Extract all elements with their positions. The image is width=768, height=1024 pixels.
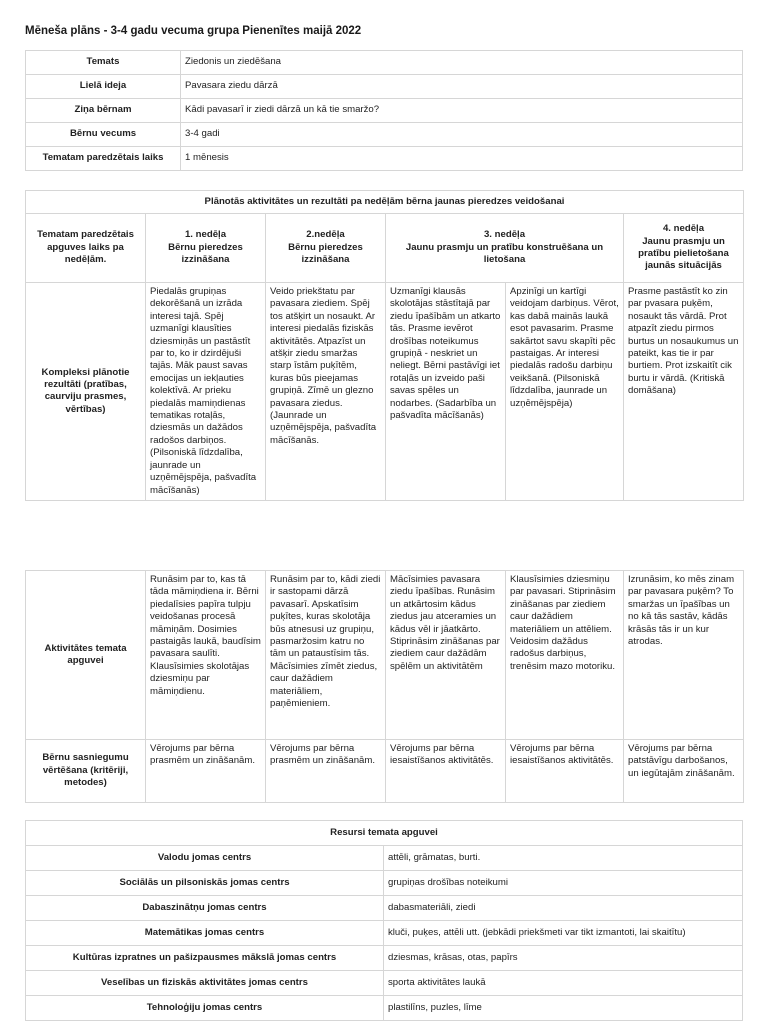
resources-title: Resursi temata apguvei [26,821,743,846]
resource-row [26,946,743,971]
week-header-3: 3. nedēļa Jaunu prasmju un pratību konstruēšana un lietošana [386,214,624,283]
activity-cell: Klausīsimies dziesmiņu par pavasari. Stiprināsim zināšanas par ziediem caur dažādiem materiāliem un attēliem. Veidosim dažādus radošus darbiņus, trenēsim mazo motoriku. [506,571,624,740]
meta-value: Ziedonis un ziedēšana [181,51,743,75]
plan-result-cell: Apzinīgi un kartīgi veidojam darbiņus. Vērot, kas dabā mainās laukā esot pavasarim. Prasme sakārtot savu skapīti pēc pastaigas. Ar interesi piedalās radošu darbiņu veikšanā. (Pilsoniskā līdzdalība, jaunrade un uzņēmējspēja) [506,283,624,501]
plan-result-cell: Veido priekštatu par pavasara ziediem. Spēj tos atšķirt un nosaukt. Ar interesi piedalās fiziskās aktivitātēs. Atpazīst un atšķir ziedu smaržas starp īstām puķītēm, kuras būs pieejamas grupiņā. Zīmē un glezno pavasara ziedus. (Jaunrade un uzņēmējspēja, pašvadīta mācīšanās. [266,283,386,501]
meta-row [26,75,743,99]
activity-row [26,740,744,803]
resource-items: sporta aktivitātes laukā [384,971,743,996]
activity-cell: Vērojums par bērna iesaistīšanos aktivitātēs. [506,740,624,803]
resource-center: Valodu jomas centrs [26,846,384,871]
page-title: Mēneša plāns - 3-4 gadu vecuma grupa Pienenītes maijā 2022 [25,25,362,37]
activity-row-label: Aktivitātes temata apguvei [26,571,146,740]
resource-row [26,996,743,1021]
meta-label: Temats [26,51,181,75]
resource-center: Dabaszinātņu jomas centrs [26,896,384,921]
plan-table-title: Plānotās aktivitātes un rezultāti pa nedēļām bērna jaunas pieredzes veidošanai [26,191,744,214]
resource-items: attēli, grāmatas, burti. [384,846,743,871]
resource-items: dabasmateriāli, ziedi [384,896,743,921]
topic-info-table [25,50,743,171]
meta-row [26,99,743,123]
meta-value: 3-4 gadi [181,123,743,147]
resource-center: Matemātikas jomas centrs [26,921,384,946]
resource-row [26,846,743,871]
resource-items: plastilīns, puzles, līme [384,996,743,1021]
week-header-4: 4. nedēļa Jaunu prasmju un pratību pielietošana jaunās situācijās [624,214,744,283]
activity-cell: Runāsim par to, kādi ziedi ir sastopami dārzā pavasarī. Apskatīsim puķītes, kuras skolotāja būs atnesusi uz grupiņu, pasmaržosim katru no tām un pataustīsim tās. Mācīsimies zīmēt ziedus, caur dažādiem materiāliem, paņēmieniem. [266,571,386,740]
week-header-2: 2.nedēļa Bērnu pieredzes izzināšana [266,214,386,283]
resource-row [26,896,743,921]
week-header-1: 1. nedēļa Bērnu pieredzes izzināšana [146,214,266,283]
activity-cell: Izrunāsim, ko mēs zinam par pavasara puķēm? To smaržas un īpašības un no kā tās sastāv, kādās krāsās tās ir un kur atrodas. [624,571,744,740]
activity-cell: Mācīsimies pavasara ziedu īpašības. Runāsim un atkārtosim kādus ziedus jau atceramies un kādus vēl ir jāatkārto. Stiprināsim zināšanas par ziediem caur dažādām spēlēm un aktivitātēm [386,571,506,740]
resource-center: Sociālās un pilsoniskās jomas centrs [26,871,384,896]
plan-row-label: Kompleksi plānotie rezultāti (pratības, caurviju prasmes, vērtības) [26,283,146,501]
meta-label: Lielā ideja [26,75,181,99]
resource-center: Kultūras izpratnes un pašizpausmes mākslā jomas centrs [26,946,384,971]
meta-value: Kādi pavasarī ir ziedi dārzā un kā tie smaržo? [181,99,743,123]
plan-result-cell: Uzmanīgi klausās skolotājas stāstītajā par ziedu īpašībām un atkarto tās. Prasme ievērot drošības noteikumus grupiņā - neskriet un neliegt. Bērni pastāvīgi iet rotaļās un izveido paši savas spēles un nodarbes. (Sadarbība un pašvadīta mācīšanās) [386,283,506,501]
weekly-plan-table [25,190,744,501]
meta-row [26,147,743,171]
meta-row [26,123,743,147]
activity-cell: Vērojums par bērna patstāvīgu darbošanos, un iegūtajām zināšanām. [624,740,744,803]
meta-row [26,51,743,75]
activity-cell: Runāsim par to, kas tā tāda māmiņdiena ir. Bērni piedalīsies papīra tulpju veidošanas procesā māmiņām. Dosimies pastaigās laukā, baudīsim pavasara saulīti. Klausīsimies skolotājas dziesmiņu par māmiņdienu. [146,571,266,740]
resource-center: Veselības un fiziskās aktivitātes jomas centrs [26,971,384,996]
meta-value: 1 mēnesis [181,147,743,171]
resource-items: kluči, puķes, attēli utt. (jebkādi priekšmeti var tikt izmantoti, lai skaitītu) [384,921,743,946]
activity-cell: Vērojums par bērna prasmēm un zināšanām. [146,740,266,803]
resource-items: dziesmas, krāsas, otas, papīrs [384,946,743,971]
meta-label: Ziņa bērnam [26,99,181,123]
resource-row [26,971,743,996]
resource-center: Tehnoloģiju jomas centrs [26,996,384,1021]
resource-row [26,921,743,946]
resource-row [26,871,743,896]
meta-label: Bērnu vecums [26,123,181,147]
activity-row-label: Bērnu sasniegumu vērtēšana (kritēriji, metodes) [26,740,146,803]
meta-label: Tematam paredzētais laiks [26,147,181,171]
plan-corner-header: Tematam paredzētais apguves laiks pa nedēļām. [26,214,146,283]
activity-cell: Vērojums par bērna prasmēm un zināšanām. [266,740,386,803]
activity-cell: Vērojums par bērna iesaistīšanos aktivitātēs. [386,740,506,803]
resources-table [25,820,743,1021]
activities-table [25,570,744,803]
resource-items: grupiņas drošības noteikumi [384,871,743,896]
activity-row [26,571,744,740]
plan-result-cell: Prasme pastāstīt ko zin par pvasara puķēm, nosaukt tās vārdā. Prot atpazīt ziedu pirmos burtus un nosaukumus un pateikt, kas tie ir par burtiem. Prot izskaitīt cik burtu ir vārdā. (Kritiskā domāšana) [624,283,744,501]
meta-value: Pavasara ziedu dārzā [181,75,743,99]
plan-result-cell: Piedalās grupiņas dekorēšanā un izrāda interesi tajā. Spēj uzmanīgi klausīties dziesmiņās un pastāstīt par to, ko ir dzirdējuši tajās. Māk paust savas emocijas un iekļauties kolektīvā. Ar prieku piedalās mamiņdienas tematikas rotaļās, dziesmās un dažādos radošos darbiņos. (Pilsoniskā līdzdalība, jaunrade un uzņēmējspēja, pašvadīta mācīšanās) [146,283,266,501]
